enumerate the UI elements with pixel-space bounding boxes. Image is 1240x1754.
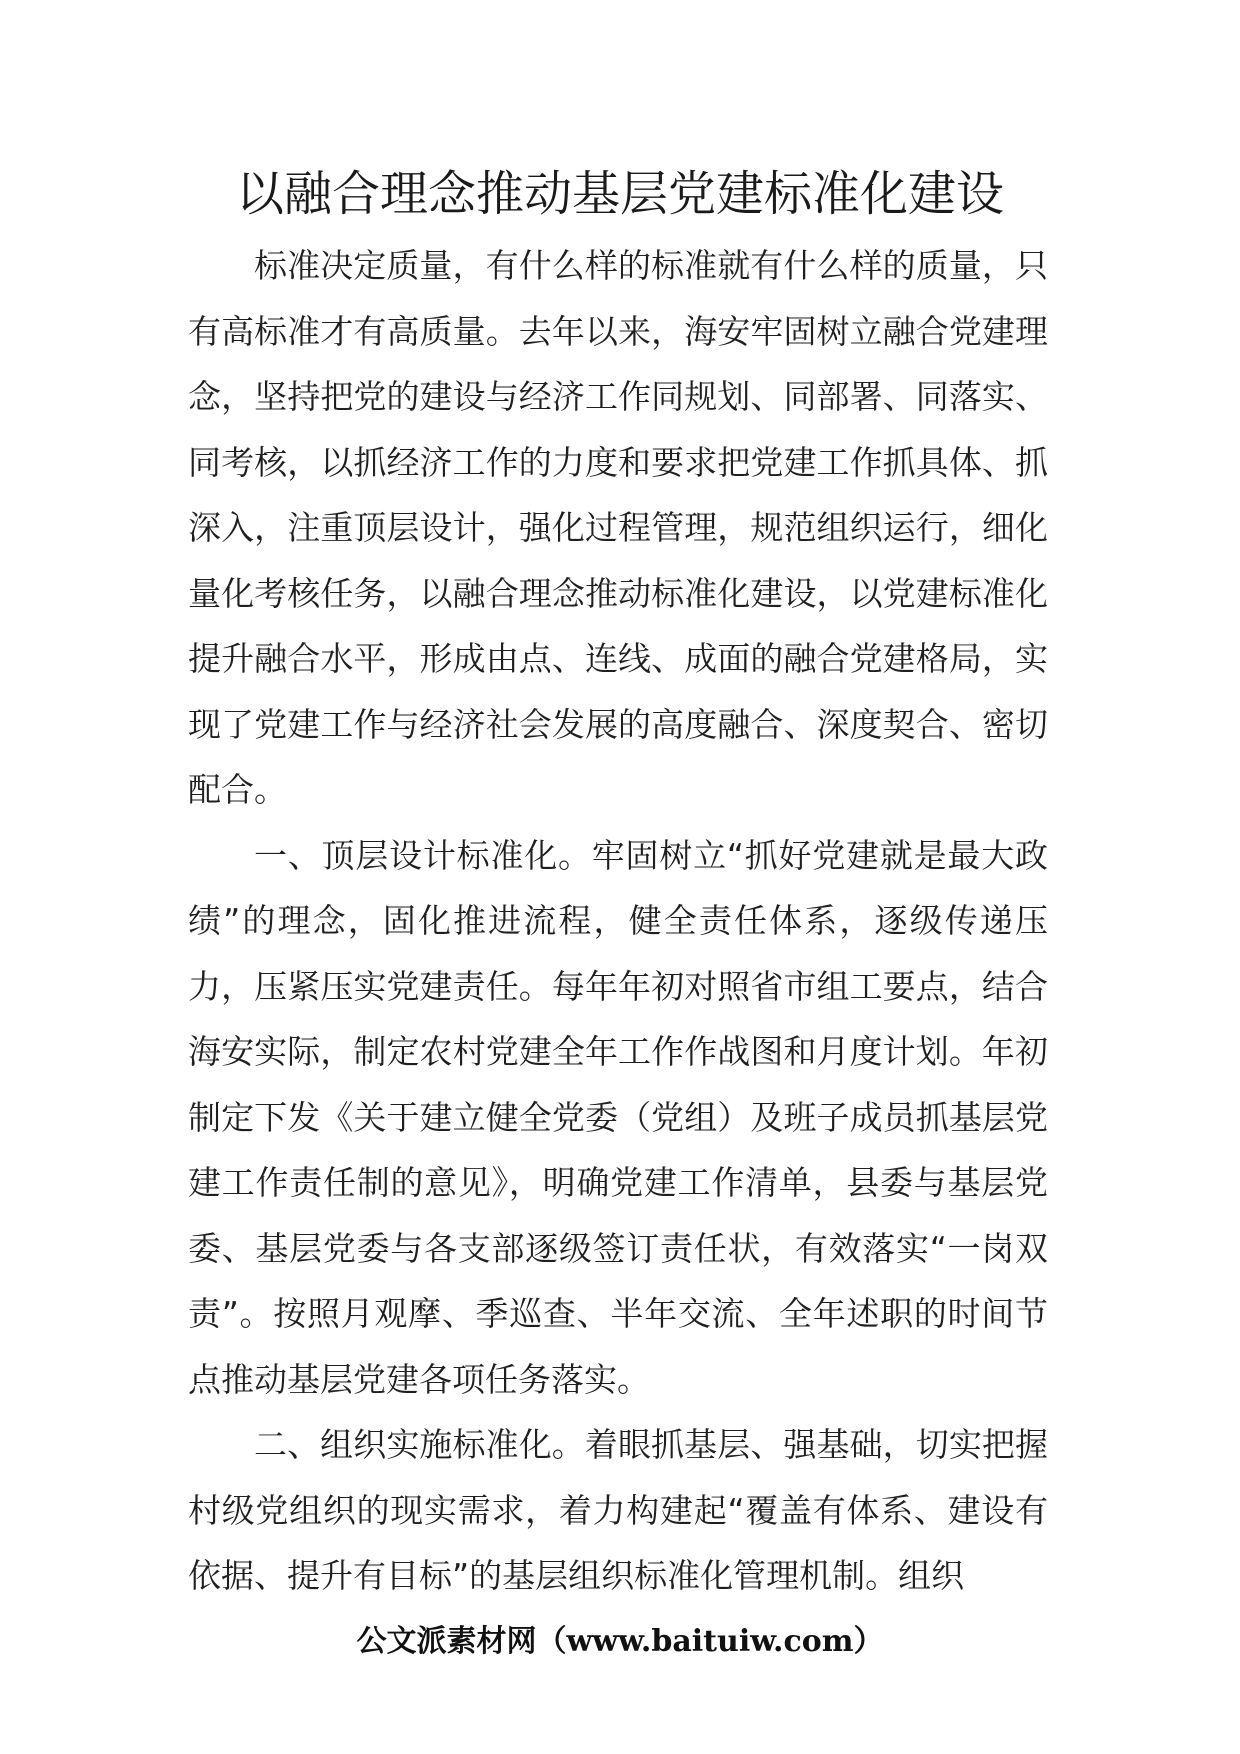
paragraph-section-one: 一、顶层设计标准化。牢固树立“抓好党建就是最大政绩”的理念，固化推进流程，健全责任体系，逐级传递压力，压紧压实党建责任。每年年初对照省市组工要点，结合海安实际，制定农村党建全年工作作战图和月度计划。年初制定下发《关于建立健全党委（党组）及班子成员抓基层党建工作责任制的意见》，明确党建工作清单，县委与基层党委、基层党委与各支部逐级签订责任状，有效落实“一岗双责”。按照月观摩、季巡查、半年交流、全年述职的时间节点推动基层党建各项任务落实。 (188, 835, 1048, 1399)
paragraph-section-two: 二、组织实施标准化。着眼抓基层、强基础，切实把握村级党组织的现实需求，着力构建起“覆盖有体系、建设有依据、提升有目标”的基层组织标准化管理机制。组织 (188, 1425, 1048, 1595)
footer-watermark: 公文派素材网（www.baituiw.com） (356, 1624, 884, 1659)
paragraph-intro: 标准决定质量，有什么样的标准就有什么样的质量，只有高标准才有高质量。去年以来，海安牢固树立融合党建理念，坚持把党的建设与经济工作同规划、同部署、同落实、同考核，以抓经济工作的力度和要求把党建工作抓具体、抓深入，注重顶层设计，强化过程管理，规范组织运行，细化量化考核任务，以融合理念推动标准化建设，以党建标准化提升融合水平，形成由点、连线、成面的融合党建格局，实现了党建工作与经济社会发展的高度融合、深度契合、密切配合。 (188, 246, 1048, 809)
document-body (188, 233, 1048, 1609)
document-title: 以融合理念推动基层党建标准化建设 (235, 166, 1004, 222)
